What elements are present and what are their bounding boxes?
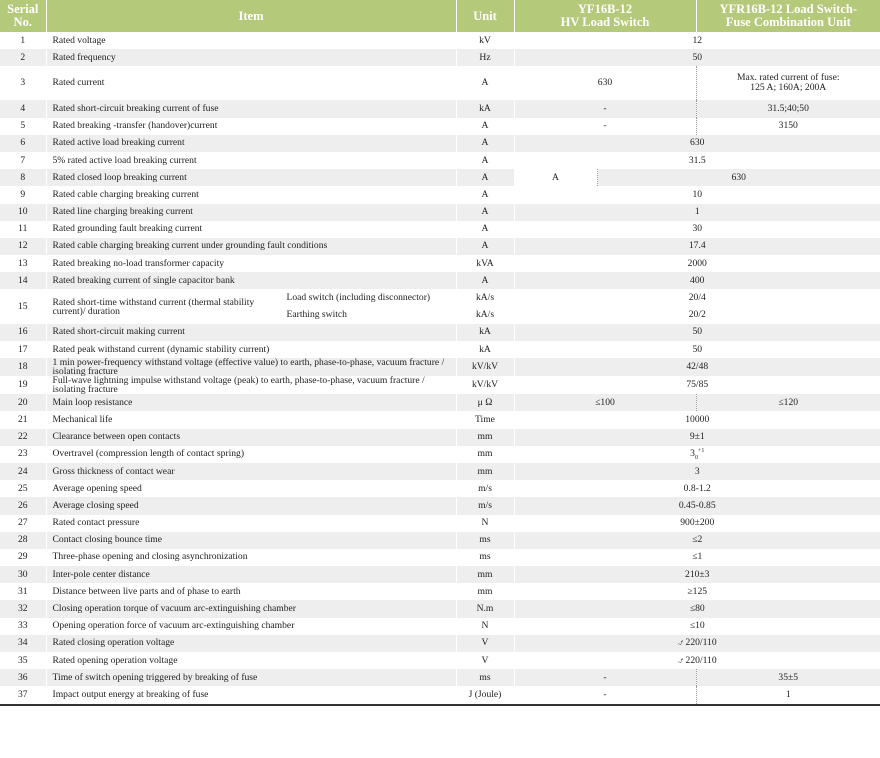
serial-no: 15 [0, 289, 46, 323]
table-row [0, 118, 880, 135]
value-cell: $3_0^{+1}$ [514, 446, 880, 463]
item-cell: Rated short-circuit breaking current of fuse [46, 100, 456, 117]
unit-cell: kVA [456, 255, 514, 272]
unit-cell: A [456, 169, 514, 186]
value-cell: ⍻ 220/110 [514, 635, 880, 652]
unit-cell: N [456, 618, 514, 635]
item-cell: Rated grounding fault breaking current [46, 221, 456, 238]
value-cell: 42/48 [514, 358, 880, 376]
item-cell: Rated cable charging breaking current [46, 186, 456, 203]
serial-no: 36 [0, 669, 46, 686]
item-cell: Rated contact pressure [46, 515, 456, 532]
item-cell: Rated frequency [46, 49, 456, 66]
serial-no: 9 [0, 186, 46, 203]
serial-no: 10 [0, 204, 46, 221]
table-row [0, 669, 880, 686]
table-row [0, 135, 880, 152]
value-cell: 1 [514, 204, 880, 221]
item-cell: Rated breaking current of single capacitor bank [46, 272, 456, 289]
serial-no: 12 [0, 238, 46, 255]
value-cell: 9±1 [514, 429, 880, 446]
item-cell: Overtravel (compression length of contact spring) [46, 446, 456, 463]
item-cell: 1 min power-frequency withstand voltage (effective value) to earth, phase-to-phase, vacuum fracture / isolating fracture [46, 358, 456, 376]
yfr16b-value: 35±5 [696, 669, 880, 686]
unit-cell: μ Ω [456, 394, 514, 411]
unit-cell: kV [456, 32, 514, 49]
table-row [0, 100, 880, 117]
item-cell: Full-wave lightning impulse withstand voltage (peak) to earth, phase-to-phase, vacuum fracture / isolating fracture [46, 376, 456, 394]
unit-cell: A [456, 66, 514, 100]
serial-no: 28 [0, 532, 46, 549]
value-cell: ≥125 [514, 583, 880, 600]
item-cell: Rated voltage [46, 32, 456, 49]
unit-cell: A [456, 135, 514, 152]
table-row [0, 515, 880, 532]
serial-no: 4 [0, 100, 46, 117]
unit-cell: J (Joule) [456, 686, 514, 704]
yf16b-header: YF16B-12 HV Load Switch [514, 0, 696, 32]
item-cell: Rated line charging breaking current [46, 204, 456, 221]
unit-cell: ms [456, 549, 514, 566]
item-cell: Rated breaking no-load transformer capacity [46, 255, 456, 272]
yf16b-value: - [514, 686, 696, 704]
item-cell: Inter-pole center distance [46, 566, 456, 583]
serial-no: 22 [0, 429, 46, 446]
unit-cell: A [456, 238, 514, 255]
value-cell: 31.5 [514, 152, 880, 169]
value-cell: 2000 [514, 255, 880, 272]
serial-no: 21 [0, 411, 46, 428]
unit-cell: mm [456, 566, 514, 583]
value-cell: 12 [514, 32, 880, 49]
serial-no: 20 [0, 394, 46, 411]
value-cell: 210±3 [514, 566, 880, 583]
table-row [0, 221, 880, 238]
table-row [0, 66, 880, 100]
yfr16b-header: YFR16B-12 Load Switch- Fuse Combination Unit [696, 0, 880, 32]
table-row [0, 186, 880, 203]
table-row [0, 341, 880, 358]
serial-no: 23 [0, 446, 46, 463]
value-cell: 50 [514, 341, 880, 358]
unit-cell: Hz [456, 49, 514, 66]
value-cell: 3 [514, 463, 880, 480]
serial-no: 3 [0, 66, 46, 100]
item-cell: Impact output energy at breaking of fuse [46, 686, 456, 704]
unit-cell: Time [456, 411, 514, 428]
item-cell: Time of switch opening triggered by breaking of fuse [46, 669, 456, 686]
value-cell: 400 [514, 272, 880, 289]
item-cell: Mechanical life [46, 411, 456, 428]
table-row [0, 566, 880, 583]
serial-no: 16 [0, 324, 46, 341]
unit-cell: kA [456, 324, 514, 341]
serial-no: 31 [0, 583, 46, 600]
unit-cell: A [456, 152, 514, 169]
value-cell: 20/2 [514, 307, 880, 324]
table-row [0, 446, 880, 463]
unit-cell: mm [456, 429, 514, 446]
item-cell: Distance between live parts and of phase to earth [46, 583, 456, 600]
item-cell: Rated current [46, 66, 456, 100]
unit-cell: mm [456, 583, 514, 600]
unit-cell: mm [456, 446, 514, 463]
value-cell: 30 [514, 221, 880, 238]
table-row [0, 600, 880, 617]
item-cell: Three-phase opening and closing asynchronization [46, 549, 456, 566]
item-cell: Rated peak withstand current (dynamic stability current) [46, 341, 456, 358]
value-cell: ≤80 [514, 600, 880, 617]
value-cell: 50 [514, 324, 880, 341]
serial-no: 6 [0, 135, 46, 152]
value-cell: 20/4 [514, 289, 880, 306]
unit-cell: V [456, 635, 514, 652]
serial-no: 25 [0, 480, 46, 497]
yf16b-value: 630 [514, 66, 696, 100]
unit-cell: A [456, 204, 514, 221]
serial-no: 13 [0, 255, 46, 272]
table-row [0, 324, 880, 341]
item-cell: Main loop resistance [46, 394, 456, 411]
yfr16b-value: 3150 [696, 118, 880, 135]
table-row [0, 635, 880, 652]
table-row [0, 169, 880, 186]
item-cell: Opening operation force of vacuum arc-extinguishing chamber [46, 618, 456, 635]
unit-cell: N [456, 515, 514, 532]
unit-cell: A [456, 118, 514, 135]
value-cell: 75/85 [514, 376, 880, 394]
table-row [0, 411, 880, 428]
item-cell: Rated closing operation voltage [46, 635, 456, 652]
yf16b-value: - [514, 669, 696, 686]
value-cell: ≤2 [514, 532, 880, 549]
table-row [0, 429, 880, 446]
unit-cell: ms [456, 669, 514, 686]
value-cell: 900±200 [514, 515, 880, 532]
value-cell: 0.8-1.2 [514, 480, 880, 497]
table-row [0, 238, 880, 255]
serial-no: 29 [0, 549, 46, 566]
table-row [0, 463, 880, 480]
unit-cell: m/s [456, 497, 514, 514]
table-row [0, 49, 880, 66]
table-row [0, 358, 880, 376]
value-cell: 630 [597, 169, 880, 186]
item-cell: Contact closing bounce time [46, 532, 456, 549]
unit-cell: A [456, 221, 514, 238]
serial-no: 27 [0, 515, 46, 532]
unit-cell: mm [456, 463, 514, 480]
serial-no: 1 [0, 32, 46, 49]
table-row [0, 255, 880, 272]
value-cell: 50 [514, 49, 880, 66]
value-cell: 17.4 [514, 238, 880, 255]
table-row [0, 204, 880, 221]
table-row [0, 376, 880, 394]
table-row [0, 152, 880, 169]
serial-no: 14 [0, 272, 46, 289]
table-row [0, 32, 880, 49]
yf16b-value: A [514, 169, 597, 186]
table-row [0, 289, 880, 306]
table-row [0, 652, 880, 669]
item-cell: Clearance between open contacts [46, 429, 456, 446]
value-cell: 10000 [514, 411, 880, 428]
unit-cell: A [456, 186, 514, 203]
item-cell: Rated opening operation voltage [46, 652, 456, 669]
unit-cell: kA [456, 341, 514, 358]
table-row [0, 618, 880, 635]
unit-cell: kV/kV [456, 376, 514, 394]
value-cell: 630 [514, 135, 880, 152]
serial-no: 11 [0, 221, 46, 238]
serial-no: 33 [0, 618, 46, 635]
table-row [0, 532, 880, 549]
table-row [0, 549, 880, 566]
serial-no: 19 [0, 376, 46, 394]
serial-no: 18 [0, 358, 46, 376]
serial-no: 5 [0, 118, 46, 135]
serial-no: 26 [0, 497, 46, 514]
serial-no: 2 [0, 49, 46, 66]
yfr16b-value: 31.5;40;50 [696, 100, 880, 117]
yf16b-value: ≤100 [514, 394, 696, 411]
table-row [0, 583, 880, 600]
serial-no: 8 [0, 169, 46, 186]
table-row [0, 480, 880, 497]
serial-header: Serial No. [0, 0, 46, 32]
item-cell: Closing operation torque of vacuum arc-extinguishing chamber [46, 600, 456, 617]
value-cell: ⍻ 220/110 [514, 652, 880, 669]
serial-no: 35 [0, 652, 46, 669]
serial-no: 37 [0, 686, 46, 704]
item-cell: Average closing speed [46, 497, 456, 514]
unit-cell: ms [456, 532, 514, 549]
unit-cell: N.m [456, 600, 514, 617]
serial-no: 24 [0, 463, 46, 480]
item-cell: Rated cable charging breaking current under grounding fault conditions [46, 238, 456, 255]
header-row [0, 0, 880, 32]
yf16b-value: - [514, 118, 696, 135]
unit-cell: kA [456, 100, 514, 117]
serial-no: 34 [0, 635, 46, 652]
table-row [0, 394, 880, 411]
unit-cell: kV/kV [456, 358, 514, 376]
value-cell: 10 [514, 186, 880, 203]
unit-cell: A [456, 272, 514, 289]
unit-header: Unit [456, 0, 514, 32]
sub-item-cell: Load switch (including disconnector) [282, 289, 456, 306]
table-row [0, 272, 880, 289]
yfr16b-value: 1 [696, 686, 880, 704]
serial-no: 7 [0, 152, 46, 169]
item-cell: Rated short-circuit making current [46, 324, 456, 341]
sub-item-cell: Earthing switch [282, 307, 456, 324]
item-cell: 5% rated active load breaking current [46, 152, 456, 169]
item-cell: Average opening speed [46, 480, 456, 497]
item-header: Item [46, 0, 456, 32]
serial-no: 32 [0, 600, 46, 617]
unit-cell: m/s [456, 480, 514, 497]
yfr16b-value: Max. rated current of fuse: 125 A; 160A; 200A [696, 66, 880, 100]
value-cell: 0.45-0.85 [514, 497, 880, 514]
item-cell: Rated active load breaking current [46, 135, 456, 152]
value-cell: ≤1 [514, 549, 880, 566]
unit-cell: kA/s [456, 289, 514, 306]
value-cell: ≤10 [514, 618, 880, 635]
table-row [0, 497, 880, 514]
yfr16b-value: ≤120 [696, 394, 880, 411]
item-cell: Rated short-time withstand current (thermal stability current)/ duration [46, 289, 282, 323]
yf16b-value: - [514, 100, 696, 117]
unit-cell: kA/s [456, 307, 514, 324]
item-cell: Rated closed loop breaking current [46, 169, 456, 186]
item-cell: Gross thickness of contact wear [46, 463, 456, 480]
serial-no: 30 [0, 566, 46, 583]
item-cell: Rated breaking -transfer (handover)current [46, 118, 456, 135]
table-row [0, 686, 880, 704]
serial-no: 17 [0, 341, 46, 358]
unit-cell: V [456, 652, 514, 669]
